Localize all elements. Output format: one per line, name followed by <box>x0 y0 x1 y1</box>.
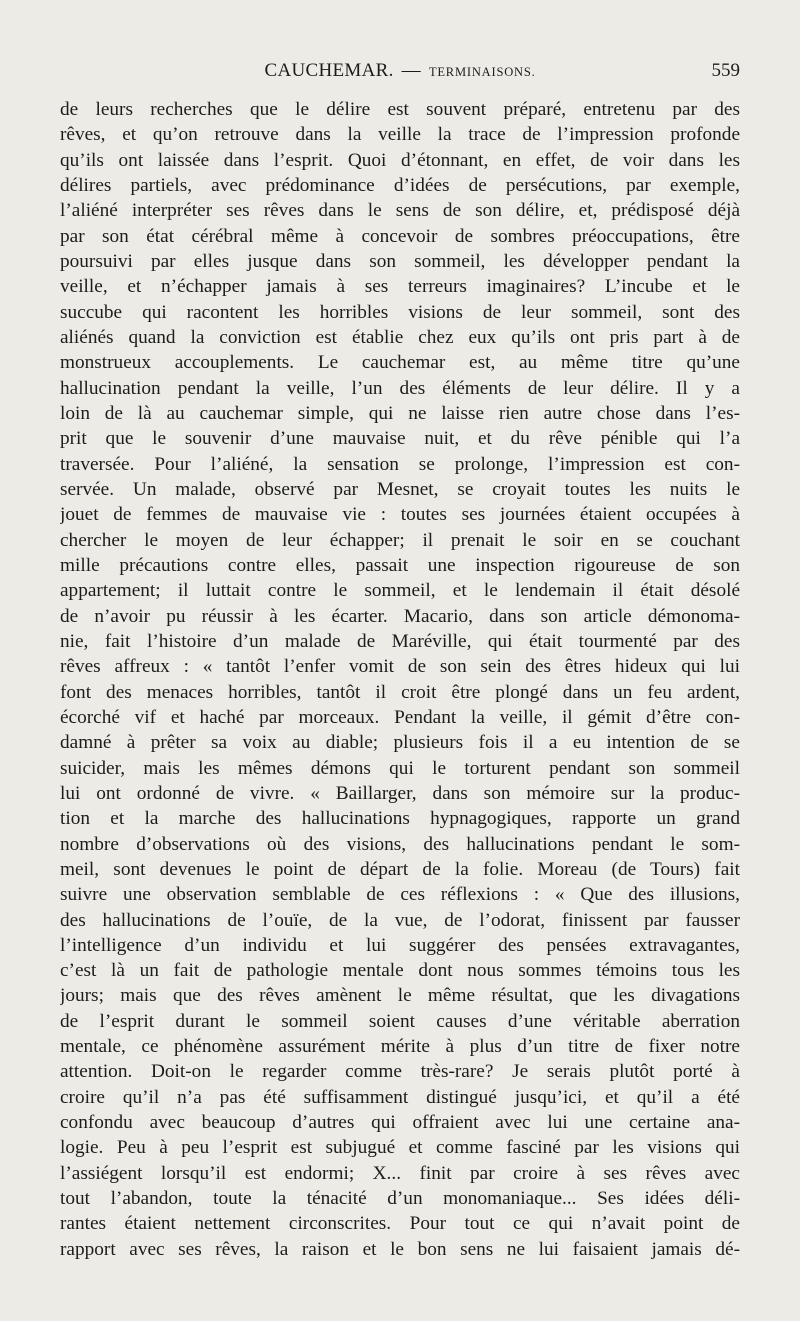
text-line: jouet de femmes de mauvaise vie : toutes ses journées étaient occupées à <box>60 504 740 526</box>
text-line: traversée. Pour l’aliéné, la sensation se prolonge, l’impression est con- <box>60 453 740 475</box>
text-line: jours; mais que des rêves amènent le même résultat, que les divagations <box>60 985 740 1007</box>
text-line: rantes étaient nettement circonscrites. Pour tout ce qui n’avait point de <box>60 1213 740 1235</box>
text-line: suivre une observation semblable de ces réflexions : « Que des illusions, <box>60 884 740 906</box>
text-line: de leurs recherches que le délire est souvent préparé, entretenu par des <box>60 99 740 120</box>
text-line: monstrueux accouplements. Le cauchemar est, au même titre qu’une <box>60 352 740 374</box>
text-line: damné à prêter sa voix au diable; plusieurs fois il a eu intention de se <box>60 732 740 754</box>
running-title-sub: TERMINAISONS. <box>428 65 536 79</box>
text-line: font des menaces horribles, tantôt il croit être plongé dans un feu ardent, <box>60 681 740 703</box>
text-line: mentale, ce phénomène assurément mérite à plus d’un titre de fixer notre <box>60 1036 740 1058</box>
text-line: meil, sont devenues le point de départ de la folie. Moreau (de Tours) fait <box>60 858 740 880</box>
text-line: suicider, mais les mêmes démons qui le torturent pendant son sommeil <box>60 757 740 779</box>
running-title-main: CAUCHEMAR. <box>264 60 394 81</box>
text-line: nombre d’observations où des visions, des hallucinations pendant le som- <box>60 833 740 855</box>
text-line: qu’ils ont laissée dans l’esprit. Quoi d’étonnant, en effet, de voir dans les <box>60 149 740 171</box>
body-text <box>60 97 740 1262</box>
text-line: de n’avoir pu réussir à les écarter. Macario, dans son article démonoma- <box>60 605 740 627</box>
text-line: rapport avec ses rêves, la raison et le bon sens ne lui faisaient jamais dé- <box>60 1238 740 1260</box>
text-line: délires partiels, avec prédominance d’idées de persécutions, par exemple, <box>60 174 740 196</box>
text-line: l’aliéné interpréter ses rêves dans le sens de son délire, et, prédisposé déjà <box>60 200 740 222</box>
text-line: servée. Un malade, observé par Mesnet, se croyait toutes les nuits le <box>60 478 740 500</box>
text-line: écorché vif et haché par morceaux. Pendant la veille, il gémit d’être con- <box>60 706 740 728</box>
text-line: lui ont ordonné de vivre. « Baillarger, dans son mémoire sur la produc- <box>60 782 740 804</box>
page-number: 559 <box>711 60 740 81</box>
text-line: rêves, et qu’on retrouve dans la veille la trace de l’impression profonde <box>60 124 740 146</box>
text-line: veille, et n’échapper jamais à ses terreurs imaginaires? L’incube et le <box>60 276 740 298</box>
text-line: chercher le moyen de leur échapper; il prenait le soir en se couchant <box>60 529 740 551</box>
text-line: succube qui racontent les horribles visions de leur sommeil, sont des <box>60 301 740 323</box>
text-line: prit que le souvenir d’une mauvaise nuit, et du rêve pénible qui l’a <box>60 428 740 450</box>
text-line: tion et la marche des hallucinations hypnagogiques, rapporte un grand <box>60 808 740 830</box>
text-line: rêves affreux : « tantôt l’enfer vomit de son sein des êtres hideux qui lui <box>60 656 740 678</box>
page-header <box>60 60 740 88</box>
text-line: croire qu’il n’a pas été suffisamment distingué jusqu’ici, et qu’il a été <box>60 1086 740 1108</box>
running-title-separator: — <box>401 60 421 81</box>
text-line: hallucination pendant la veille, l’un des éléments de leur délire. Il y a <box>60 377 740 399</box>
text-line: attention. Doit-on le regarder comme très-rare? Je serais plutôt porté à <box>60 1061 740 1083</box>
text-line: aliénés quand la conviction est établie chez eux qu’ils ont pris part à de <box>60 326 740 348</box>
text-line: tout l’abandon, toute la ténacité d’un monomaniaque... Ses idées déli- <box>60 1188 740 1210</box>
text-line: logie. Peu à peu l’esprit est subjugué et comme fasciné par les visions qui <box>60 1137 740 1159</box>
text-line: appartement; il luttait contre le sommeil, et le lendemain il était désolé <box>60 580 740 602</box>
text-line: des hallucinations de l’ouïe, de la vue, de l’odorat, finissent par fausser <box>60 909 740 931</box>
text-line: c’est là un fait de pathologie mentale dont nous sommes témoins tous les <box>60 960 740 982</box>
text-line: nie, fait l’histoire d’un malade de Maréville, qui était tourmenté par des <box>60 630 740 652</box>
text-line: l’assiégent lorsqu’il est endormi; X... finit par croire à ses rêves avec <box>60 1162 740 1184</box>
text-line: confondu avec beaucoup d’autres qui offraient avec lui une certaine ana- <box>60 1112 740 1134</box>
text-line: de l’esprit durant le sommeil soient causes d’une véritable aberration <box>60 1010 740 1032</box>
text-line: mille précautions contre elles, passait une inspection rigoureuse de son <box>60 554 740 576</box>
text-line: l’intelligence d’un individu et lui suggérer des pensées extravagantes, <box>60 934 740 956</box>
running-title <box>60 60 740 82</box>
text-line: loin de là au cauchemar simple, qui ne laisse rien autre chose dans l’es- <box>60 402 740 424</box>
text-line: poursuivi par elles jusque dans son sommeil, les développer pendant la <box>60 250 740 272</box>
text-line: par son état cérébral même à concevoir de sombres préoccupations, être <box>60 225 740 247</box>
